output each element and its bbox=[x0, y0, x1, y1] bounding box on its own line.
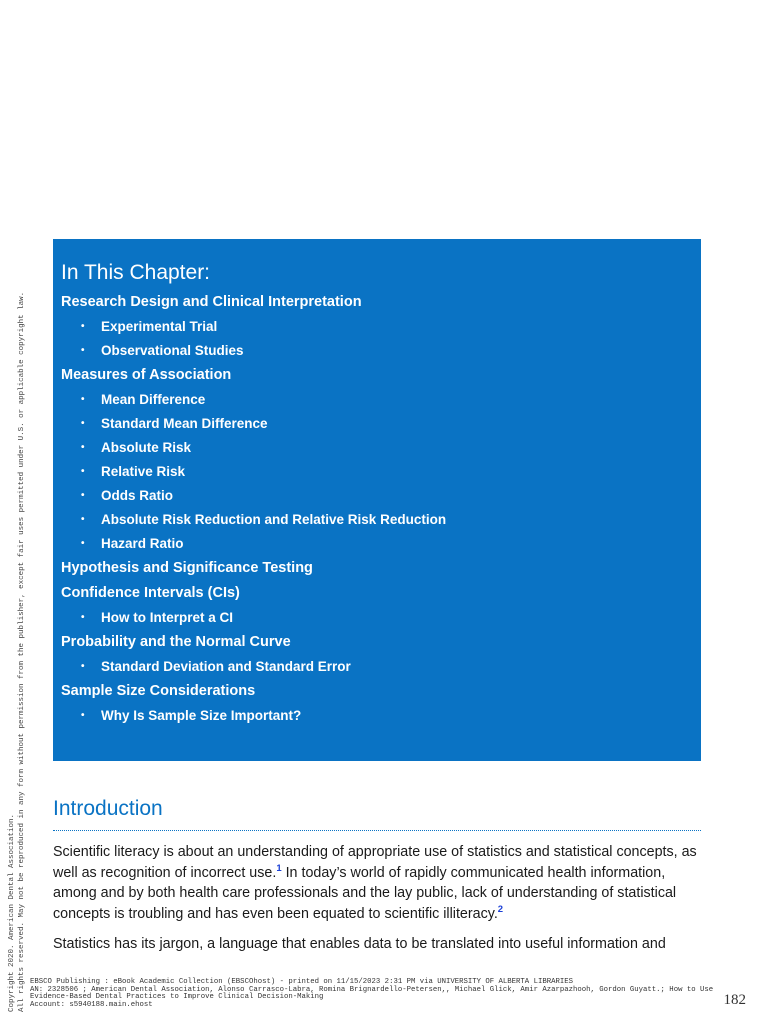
toc-item: • Standard Mean Difference bbox=[81, 416, 268, 431]
toc-section bbox=[61, 682, 701, 724]
toc-item: • Standard Deviation and Standard Error bbox=[81, 659, 351, 674]
paragraph: Statistics has its jargon, a language that enables data to be translated into useful information and bbox=[53, 936, 666, 952]
bullet-icon: • bbox=[81, 345, 85, 356]
toc-item: • Odds Ratio bbox=[81, 488, 174, 503]
toc-heading-probability-normal-curve: Probability and the Normal Curve bbox=[61, 634, 291, 650]
toc-section bbox=[61, 633, 701, 675]
footnote-ref-2[interactable]: 2 bbox=[497, 903, 504, 915]
footer-line: Account: s5940188.main.ehost bbox=[30, 1000, 153, 1009]
bullet-icon: • bbox=[81, 538, 85, 549]
toc-item: • Experimental Trial bbox=[81, 319, 218, 334]
bullet-icon: • bbox=[81, 321, 85, 332]
toc-item: • Absolute Risk Reduction and Relative Risk Reduction bbox=[81, 512, 447, 527]
ebsco-footer bbox=[30, 979, 750, 1009]
footer-line: EBSCO Publishing : eBook Academic Collection (EBSCOhost) - printed on 11/15/2023 2:31 PM via UNIVERSITY OF ALBERTA LIBRARIES bbox=[30, 978, 573, 986]
toc-item-list bbox=[61, 318, 701, 359]
page-number: 182 bbox=[723, 992, 746, 1008]
toc-item: • Relative Risk bbox=[81, 464, 186, 479]
toc-item: • Mean Difference bbox=[81, 392, 206, 407]
toc-item: • How to Interpret a CI bbox=[81, 610, 234, 625]
introduction-body bbox=[53, 842, 708, 965]
bullet-icon: • bbox=[81, 514, 85, 525]
toc-item-list bbox=[61, 609, 701, 626]
bullet-icon: • bbox=[81, 418, 85, 429]
bullet-icon: • bbox=[81, 661, 85, 672]
toc-section bbox=[61, 366, 701, 552]
introduction-heading: Introduction bbox=[53, 797, 163, 820]
toc-heading-sample-size: Sample Size Considerations bbox=[61, 683, 256, 699]
toc-heading-confidence-intervals: Confidence Intervals (CIs) bbox=[61, 585, 240, 601]
chapter-box-title: In This Chapter: bbox=[61, 261, 211, 284]
copyright-line-2: All rights reserved. May not be reproduced in any form without permission from the publisher, except fair uses permitted under U.S. or applicable copyright law. bbox=[17, 291, 26, 1012]
toc-section bbox=[61, 584, 701, 626]
bullet-icon: • bbox=[81, 490, 85, 501]
footer-line: Evidence-Based Dental Practices to Improve Clinical Decision-Making bbox=[30, 993, 324, 1001]
toc-section bbox=[61, 559, 701, 577]
toc-item: • Why Is Sample Size Important? bbox=[81, 708, 302, 723]
bullet-icon: • bbox=[81, 394, 85, 405]
toc-item: • Hazard Ratio bbox=[81, 536, 184, 551]
toc-item-list bbox=[61, 391, 701, 552]
toc-heading-research-design: Research Design and Clinical Interpretation bbox=[61, 294, 362, 310]
bullet-icon: • bbox=[81, 710, 85, 721]
paragraph: Scientific literacy is about an understanding of appropriate use of statistics and statistical concepts, as well as recognition of incorrect use.$^1$ In today’s world of rapidly communicated health information, among and by both health care professionals and the lay public, lack of understanding of statistical concepts is troubling and has even been equated to scientific illiteracy.$^2$ bbox=[53, 844, 697, 922]
bullet-icon: • bbox=[81, 612, 85, 623]
copyright-line-1: Copyright 2020. American Dental Association. bbox=[8, 813, 16, 1012]
in-this-chapter-box bbox=[53, 239, 701, 761]
toc-item-list bbox=[61, 707, 701, 724]
toc-item: • Observational Studies bbox=[81, 343, 244, 358]
footnote-ref-1[interactable]: 1 bbox=[276, 862, 282, 874]
bullet-icon: • bbox=[81, 466, 85, 477]
toc-section bbox=[61, 293, 701, 359]
footer-line: AN: 2328506 ; American Dental Association, Alonso Carrasco-Labra, Romina Brignardello-Petersen,, Michael Glick, Amir Azarpazhooh, Gordon Guyatt.; How to Use bbox=[30, 985, 714, 994]
toc-item: • Absolute Risk bbox=[81, 440, 192, 455]
toc-heading-measures-of-association: Measures of Association bbox=[61, 367, 232, 383]
bullet-icon: • bbox=[81, 442, 85, 453]
toc-heading-hypothesis-testing: Hypothesis and Significance Testing bbox=[61, 560, 313, 576]
section-divider bbox=[53, 830, 701, 831]
toc-item-list bbox=[61, 658, 701, 675]
side-copyright-notice bbox=[8, 252, 27, 1012]
